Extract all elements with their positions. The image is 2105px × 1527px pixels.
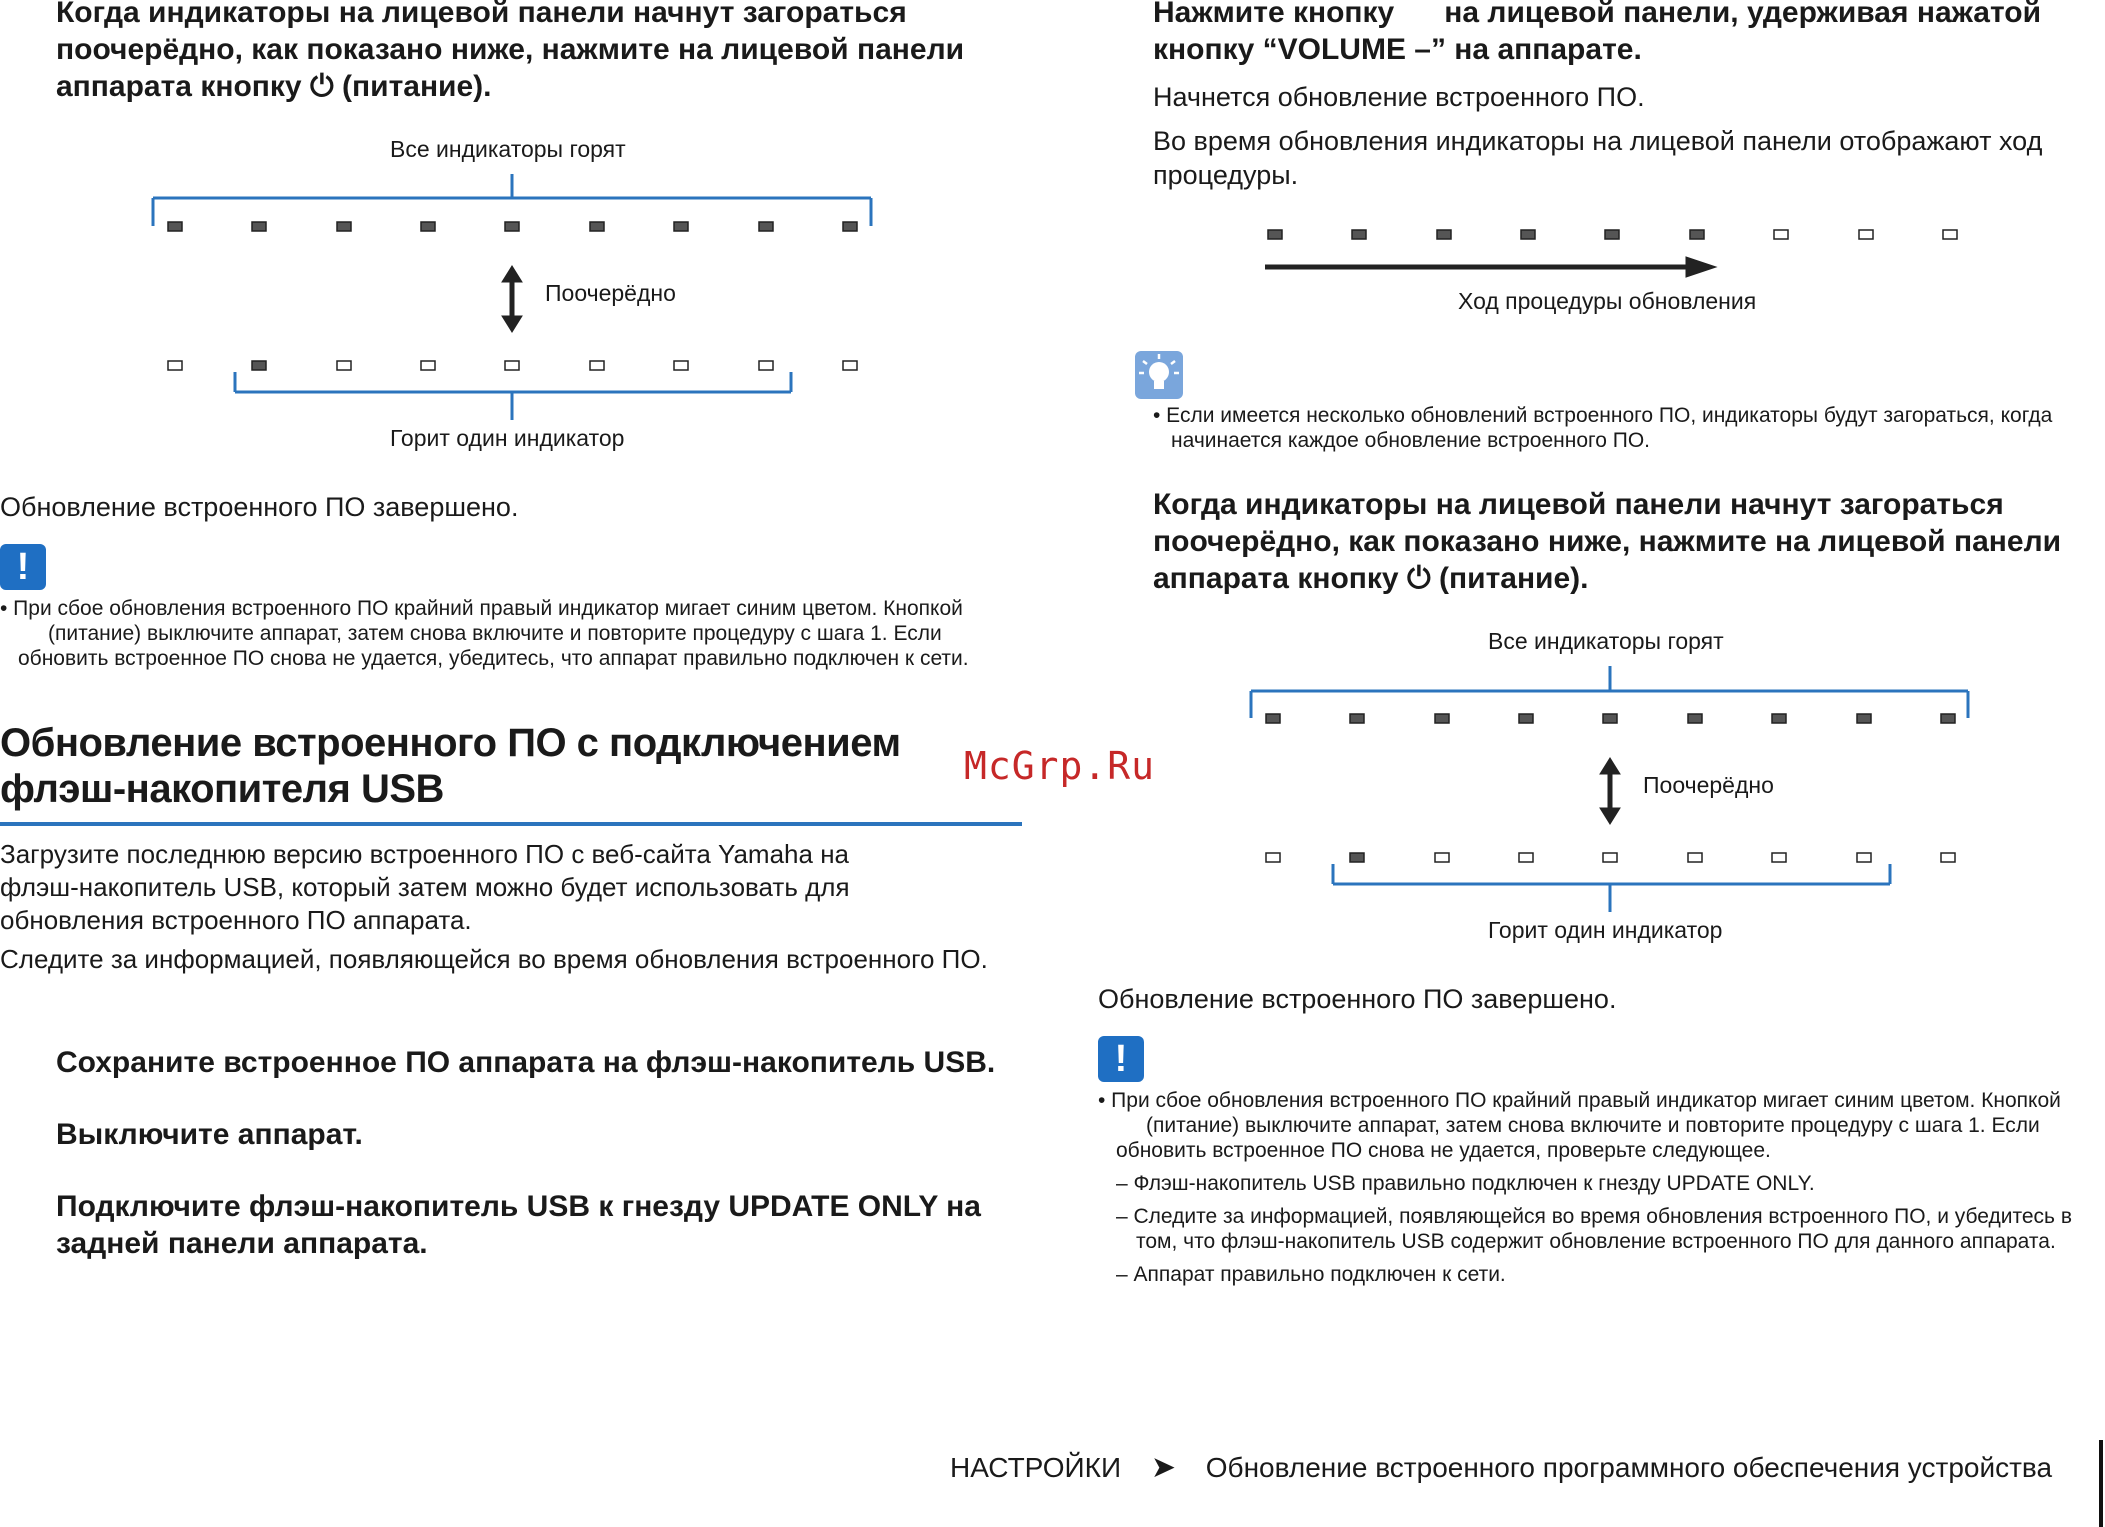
breadcrumb-topic[interactable]: Обновление встроенного программного обеспечения устройства: [1205, 1452, 2053, 1483]
step-power-right: Когда индикаторы на лицевой панели начнут загораться поочерёдно, как показано ниже, нажмите на лицевой панели аппарата кнопку ⏻ (питание).: [1153, 488, 2062, 595]
label-all-on-right: Все индикаторы горят: [1488, 628, 1724, 654]
check-item-3: – Аппарат правильно подключен к сети.: [1116, 1263, 1506, 1286]
step-1: Сохраните встроенное ПО аппарата на флэш-накопитель USB.: [56, 1046, 996, 1079]
warning-icon: !: [0, 544, 46, 590]
label-alternate-right: Поочерёдно: [1643, 772, 1774, 798]
check-item-1: – Флэш-накопитель USB правильно подключен к гнезду UPDATE ONLY.: [1116, 1172, 1815, 1195]
label-all-on: Все индикаторы горят: [390, 136, 626, 162]
note-right: • При сбое обновления встроенного ПО крайний правый индикатор мигает синим цветом. Кнопкой (питание) выключите аппарат, затем снова включите и повторите процедуру с шага 1. Если обновить встроенное ПО снова не удается, проверьте следующее. – Флэш-накопитель USB правильно подключен к гнезду UPDATE ONLY. – Следите за информацией, появляющейся во время обновления встроенного ПО, и убедитесь в том, что флэш-накопитель USB содержит обновление встроенного ПО для данного аппарата. – Аппарат правильно подключен к сети.: [1098, 1089, 2072, 1286]
alternate-arrow-icon-right: [1600, 758, 1620, 824]
section-intro: Загрузите последнюю версию встроенного ПО с веб-сайта Yamaha на флэш-накопитель USB, который затем можно будет использовать для обновления встроенного ПО аппарата. Следите за информацией, появляющейся во время обновления встроенного ПО.: [0, 839, 988, 974]
breadcrumb-section[interactable]: НАСТРОЙКИ: [950, 1452, 1122, 1483]
breadcrumb-arrow-icon: ➤: [1150, 1451, 1176, 1484]
warning-icon-right: !: [1098, 1036, 1144, 1082]
indicators-row-one-on-right: [1266, 853, 1955, 862]
indicators-row-all-on-right: [1266, 714, 1955, 723]
progress-description: Во время обновления индикаторы на лицевой панели отображают ход процедуры.: [1153, 126, 2043, 190]
completed-text-right: Обновление встроенного ПО завершено.: [1098, 984, 1617, 1014]
label-one-on-right: Горит один индикатор: [1488, 917, 1723, 943]
check-item-2: – Следите за информацией, появляющейся во время обновления встроенного ПО, и убедитесь в: [1116, 1205, 2072, 1228]
step-power-left: Когда индикаторы на лицевой панели начнут загораться поочерёдно, как показано ниже, нажмите на лицевой панели аппарата кнопку ⏻ (питание).: [56, 0, 965, 103]
completed-text-left: Обновление встроенного ПО завершено.: [0, 492, 519, 522]
label-one-on: Горит один индикатор: [390, 425, 625, 451]
step-press-button: Нажмите кнопку на лицевой панели, удерживая нажатой кнопку “VOLUME –” на аппарате.: [1153, 0, 2042, 66]
label-alternate: Поочерёдно: [545, 280, 676, 306]
footer-breadcrumb[interactable]: [950, 1450, 2052, 1485]
section-title: Обновление встроенного ПО с подключением флэш-накопителя USB: [0, 721, 901, 811]
page-edge-bar: [2099, 1440, 2103, 1527]
note-left: • При сбое обновления встроенного ПО крайний правый индикатор мигает синим цветом. Кнопкой (питание) выключите аппарат, затем снова включите и повторите процедуру с шага 1. Если обновить встроенное ПО снова не удается, убедитесь, что аппарат правильно подключен к сети.: [0, 597, 969, 670]
tip-text: • Если имеется несколько обновлений встроенного ПО, индикаторы будут загораться, когда начинается каждое обновление встроенного ПО.: [1153, 404, 2053, 452]
progress-label: Ход процедуры обновления: [1458, 288, 1757, 314]
step-2: Выключите аппарат.: [56, 1118, 363, 1151]
watermark: McGrp.Ru: [964, 744, 1156, 788]
step-3: Подключите флэш-накопитель USB к гнезду UPDATE ONLY на задней панели аппарата.: [56, 1190, 981, 1260]
update-start-text: Начнется обновление встроенного ПО.: [1153, 82, 1645, 112]
